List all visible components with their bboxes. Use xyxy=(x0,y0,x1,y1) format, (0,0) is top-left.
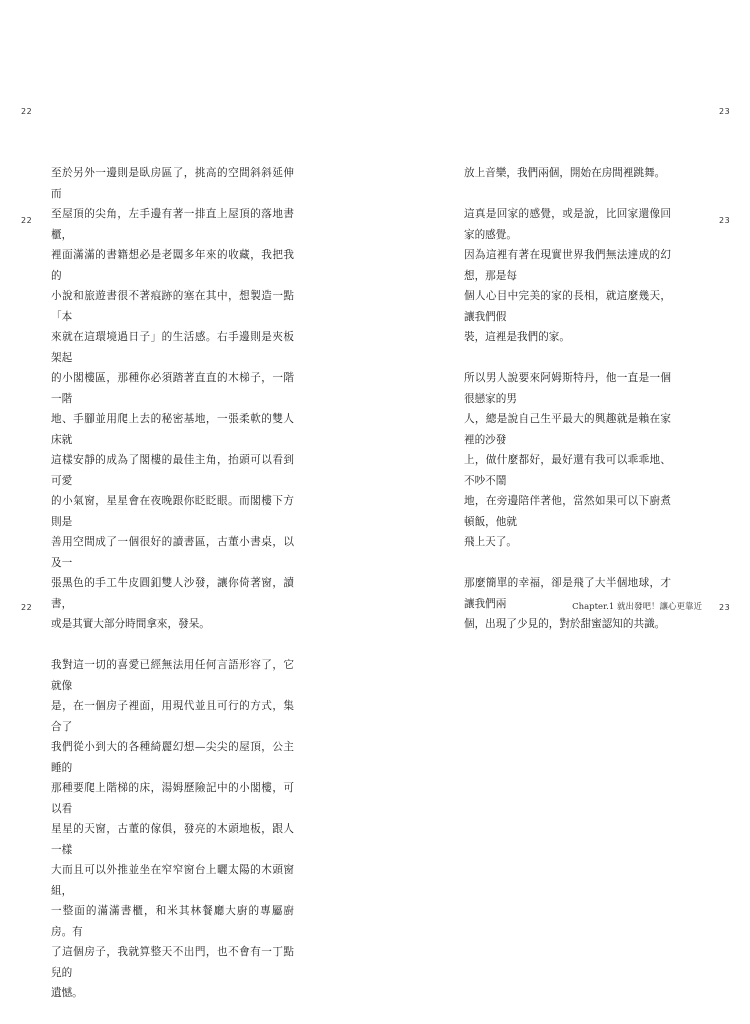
left-paragraph-1: 至於另外一邊則是臥房區了，挑高的空間斜斜延伸而 至屋頂的尖角，左手邊有著一排直上屋頂的落地書櫃， 裡面滿滿的書籍想必是老闆多年來的收藏，我把我的 小說和旅遊書很不著痕跡的塞在其中，想製造一點「本 來就在這環境過日子」的生活感。右手邊則是夾板架起 的小閣樓區，那種你必須踏著直直的木梯子，一階一階 地、手腳並用爬上去的秘密基地，一張柔軟的雙人床就 這樣安靜的成為了閣樓的最佳主角，抬頭可以看到可愛 的小氣窗，星星會在夜晚跟你眨眨眼。而閣樓下方則是 善用空間成了一個很好的讀書區，古董小書桌，以及一 張黑色的手工牛皮圓釦雙人沙發，讓你倚著窗，讀書， 或是其實大部分時間拿來，發呆。 xyxy=(51,167,294,630)
right-paragraph-2: 這真是回家的感覺，或是說，比回家還像回家的感覺。 因為這裡有著在現實世界我們無法達成的幻想，那是每 個人心目中完美的家的長相，就這麼幾天，讓我們假 裝，這裡是我們的家。 xyxy=(464,208,671,343)
page-number-top-left: 22 xyxy=(21,107,33,116)
right-paragraph-1: 放上音樂，我們兩個，開始在房間裡跳舞。 xyxy=(464,167,666,179)
right-paragraph-4: 那麼簡單的幸福，卻是飛了大半個地球，才讓我們兩 個，出現了少見的，對於甜蜜認知的共識。 xyxy=(464,577,671,630)
page-number-top-right: 23 xyxy=(719,107,731,116)
left-page-body xyxy=(51,163,294,1024)
chapter-running-footer: Chapter.1 就出發吧！讓心更靠近 xyxy=(572,602,702,612)
page-number-bottom-right: 23 xyxy=(719,603,731,612)
right-paragraph-3: 所以男人說要來阿姆斯特丹，他一直是一個很戀家的男 人，總是說自己生平最大的興趣就是賴在家裡的沙發 上，做什麼都好，最好還有我可以乖乖地、不吵不鬧 地，在旁邊陪伴著他，當然如果可以下廚煮頓飯，他就 飛上天了。 xyxy=(464,372,671,548)
page-number-margin-left: 22 xyxy=(21,216,33,225)
page-number-margin-right: 23 xyxy=(719,216,731,225)
page-number-bottom-left: 22 xyxy=(21,603,33,612)
right-page-body xyxy=(464,163,671,655)
left-paragraph-2: 我對這一切的喜愛已經無法用任何言語形容了，它就像 是，在一個房子裡面，用現代並且可行的方式，集合了 我們從小到大的各種綺麗幻想—尖尖的屋頂，公主睡的 那種要爬上階梯的床，湯姆歷險記中的小閣樓，可以看 星星的天窗，古董的傢俱，發亮的木頭地板，跟人一樣 大而且可以外推並坐在窄窄窗台上曬太陽的木頭窗組， 一整面的滿滿書櫃，和米其林餐廳大廚的專屬廚房。有 了這個房子，我就算整天不出門，也不會有一丁點兒的 遺憾。 xyxy=(51,659,294,999)
